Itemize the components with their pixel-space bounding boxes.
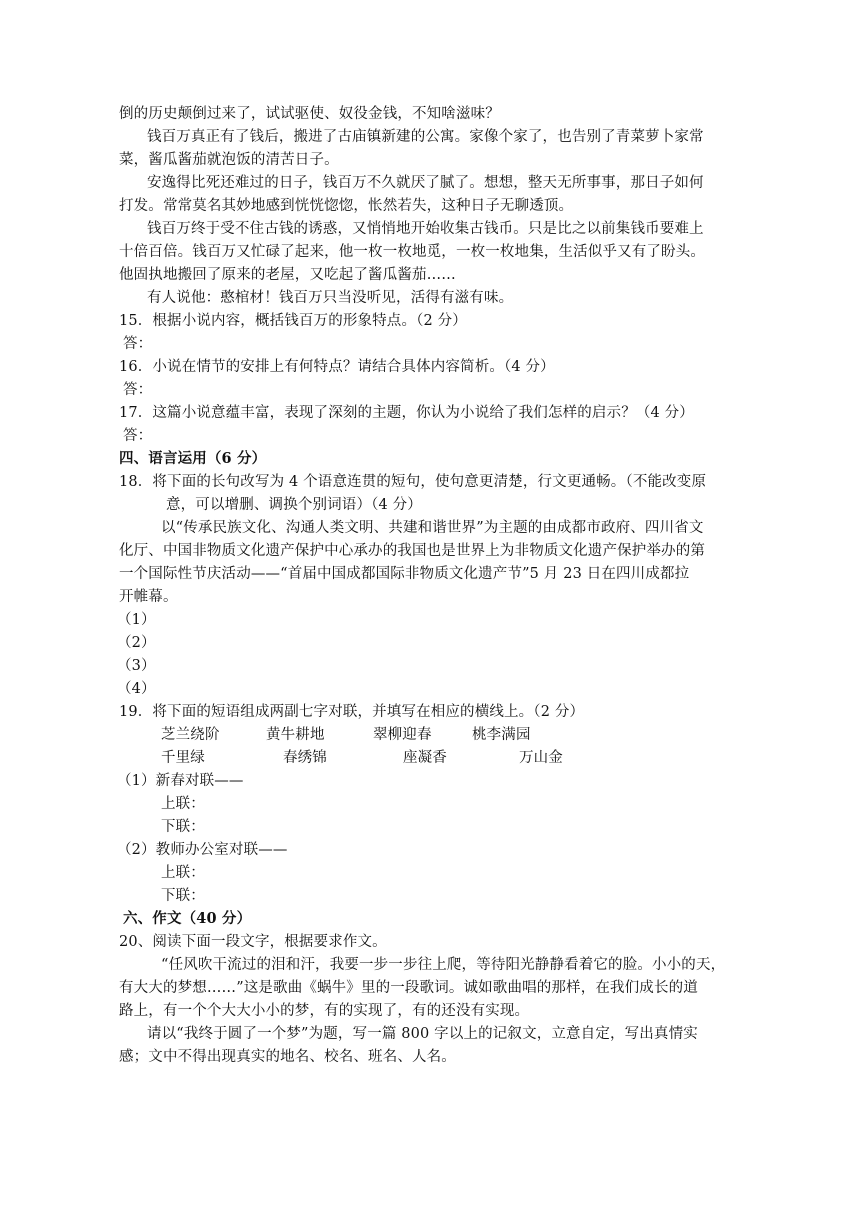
- question-19: 19．将下面的短语组成两副七字对联，并填写在相应的横线上。（2 分）: [119, 704, 585, 720]
- question-16: 16．小说在情节的安排上有何特点？请结合具体内容简析。（4 分）: [119, 359, 555, 375]
- couplet-2-heading: （2）教师办公室对联——: [117, 842, 288, 858]
- blank-label-4: （4）: [117, 681, 156, 697]
- story-paragraph-4-line-1: 钱百万终于受不住古钱的诱惑，又悄悄地开始收集古钱币。只是比之以前集钱币要难上: [147, 221, 704, 237]
- couplet-2-upper: 上联：: [161, 865, 205, 881]
- story-paragraph-1: 倒的历史颠倒过来了，试试驱使、奴役金钱，不知啥滋味？: [119, 106, 500, 122]
- passage-18-line-1: 以“传承民族文化、沟通人类文明、共建和谐世界”为主题的由成都市政府、四川省文: [161, 520, 704, 536]
- story-paragraph-3-line-1: 安逸得比死还难过的日子，钱百万不久就厌了腻了。想想，整天无所事事，那日子如何: [147, 175, 704, 191]
- passage-18-line-2: 化厅、中国非物质文化遗产保护中心承办的我国也是世界上为非物质文化遗产保护举办的第: [119, 543, 705, 559]
- couplet-1-heading: （1）新春对联——: [117, 773, 244, 789]
- blank-label-2: （2）: [117, 635, 156, 651]
- story-paragraph-4-line-3: 他固执地搬回了原来的老屋，又吃起了酱瓜酱茄……: [119, 267, 456, 283]
- phrase-8: 万山金: [519, 750, 563, 766]
- answer-17-label: 答：: [123, 428, 153, 444]
- phrase-1: 芝兰绕阶: [161, 727, 220, 743]
- passage-18-line-3: 一个国际性节庆活动——“首届中国成都国际非物质文化遗产节”5 月 23 日在四川成都拉: [119, 566, 690, 582]
- prompt-paragraph-1-line-2: 有大大的梦想……”这是歌曲《蜗牛》里的一段歌词。诚如歌曲唱的那样，在我们成长的道: [119, 980, 698, 996]
- couplet-1-lower: 下联：: [161, 819, 205, 835]
- blank-label-3: （3）: [117, 658, 156, 674]
- story-paragraph-2-line-2: 菜，酱瓜酱茄就泡饭的清苦日子。: [119, 152, 339, 168]
- story-paragraph-4-line-2: 十倍百倍。钱百万又忙碌了起来，他一枚一枚地觅，一枚一枚地集，生活似乎又有了盼头。: [119, 244, 705, 260]
- story-paragraph-3-line-2: 打发。常常莫名其妙地感到恍恍惚惚，怅然若失，这种日子无聊透顶。: [119, 198, 574, 214]
- prompt-paragraph-1-line-3: 路上，有一个个大大小小的梦，有的实现了，有的还没有实现。: [119, 1003, 530, 1019]
- prompt-paragraph-2-line-2: 感；文中不得出现真实的地名、校名、班名、人名。: [119, 1049, 456, 1065]
- phrase-4: 桃李满园: [472, 727, 531, 743]
- question-18-line-1: 18．将下面的长句改写为 4 个语意连贯的短句，使句意更清楚，行文更通畅。（不能改变原: [119, 474, 707, 490]
- passage-18-line-4: 开帷幕。: [119, 589, 178, 605]
- answer-16-label: 答：: [123, 382, 153, 398]
- phrase-6: 春绣锦: [283, 750, 327, 766]
- question-15: 15．根据小说内容，概括钱百万的形象特点。（2 分）: [119, 313, 467, 329]
- answer-15-label: 答：: [123, 336, 153, 352]
- story-paragraph-2-line-1: 钱百万真正有了钱后，搬进了古庙镇新建的公寓。家像个家了，也告别了青菜萝卜家常: [147, 129, 704, 145]
- section-4-heading: 四、语言运用（6 分）: [119, 450, 267, 467]
- phrase-7: 座凝香: [403, 750, 447, 766]
- couplet-1-upper: 上联：: [161, 796, 205, 812]
- section-6-heading: 六、作文（40 分）: [123, 910, 252, 927]
- prompt-paragraph-2-line-1: 请以“我终于圆了一个梦”为题，写一篇 800 字以上的记叙文，立意自定，写出真情实: [147, 1026, 698, 1042]
- blank-label-1: （1）: [117, 612, 156, 628]
- couplet-2-lower: 下联：: [161, 888, 205, 904]
- story-paragraph-5: 有人说他：憨棺材！钱百万只当没听见，活得有滋有味。: [147, 290, 514, 306]
- question-18-line-2: 意，可以增删、调换个别词语）（4 分）: [166, 497, 422, 513]
- phrase-3: 翠柳迎春: [373, 727, 432, 743]
- phrase-2: 黄牛耕地: [266, 727, 325, 743]
- question-17: 17．这篇小说意蕴丰富，表现了深刻的主题，你认为小说给了我们怎样的启示？（4 分）: [119, 405, 694, 421]
- prompt-paragraph-1-line-1: “任风吹干流过的泪和汗，我要一步一步往上爬，等待阳光静静看着它的脸。小小的天，: [161, 957, 726, 973]
- question-20: 20、阅读下面一段文字，根据要求作文。: [119, 934, 387, 950]
- phrase-5: 千里绿: [161, 750, 205, 766]
